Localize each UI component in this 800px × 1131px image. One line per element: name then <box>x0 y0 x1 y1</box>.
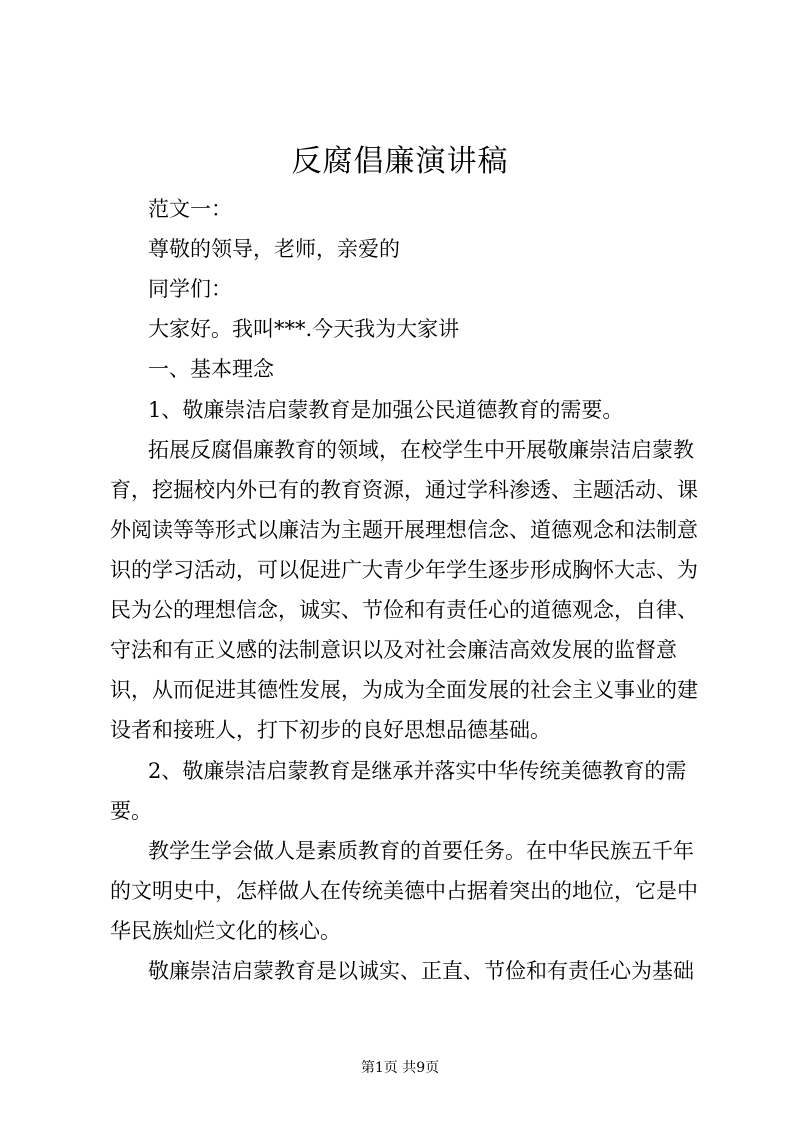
body-line: 一、基本理念 <box>148 357 274 381</box>
body-line: 的文明史中，怎样做人在传统美德中占据着突出的地位，它是中 <box>110 879 698 903</box>
body-line: 识，从而促进其德性发展，为成为全面发展的社会主义事业的建 <box>110 678 698 702</box>
body-line: 华民族灿烂文化的核心。 <box>110 919 341 943</box>
body-line: 同学们： <box>148 277 232 301</box>
body-line: 敬廉崇洁启蒙教育是以诚实、正直、节俭和有责任心为基础 <box>148 959 694 983</box>
body-line: 1、敬廉崇洁启蒙教育是加强公民道德教育的需要。 <box>148 398 624 422</box>
page-footer: 第1页 共9页 <box>360 1060 440 1076</box>
body-line: 尊敬的领导，老师，亲爱的 <box>148 237 400 261</box>
body-line: 外阅读等等形式以廉洁为主题开展理想信念、道德观念和法制意 <box>110 518 698 542</box>
body-line: 范文一： <box>148 197 232 221</box>
body-line: 2、敬廉崇洁启蒙教育是继承并落实中华传统美德教育的需 <box>148 759 687 783</box>
body-line: 守法和有正义感的法制意识以及对社会廉洁高效发展的监督意 <box>110 638 677 662</box>
body-line: 大家好。我叫***.今天我为大家讲 <box>148 317 460 341</box>
body-line: 民为公的理想信念，诚实、节俭和有责任心的道德观念，自律、 <box>110 598 698 622</box>
body-line: 识的学习活动，可以促进广大青少年学生逐步形成胸怀大志、为 <box>110 558 698 582</box>
body-line: 设者和接班人，打下初步的良好思想品德基础。 <box>110 718 551 742</box>
body-line: 拓展反腐倡廉教育的领域，在校学生中开展敬廉崇洁启蒙教 <box>148 438 694 462</box>
page-title: 反腐倡廉演讲稿 <box>291 144 509 179</box>
body-line: 要。 <box>110 799 152 823</box>
body-line: 育，挖掘校内外已有的教育资源，通过学科渗透、主题活动、课 <box>110 478 698 502</box>
body-line: 教学生学会做人是素质教育的首要任务。在中华民族五千年 <box>148 839 694 863</box>
